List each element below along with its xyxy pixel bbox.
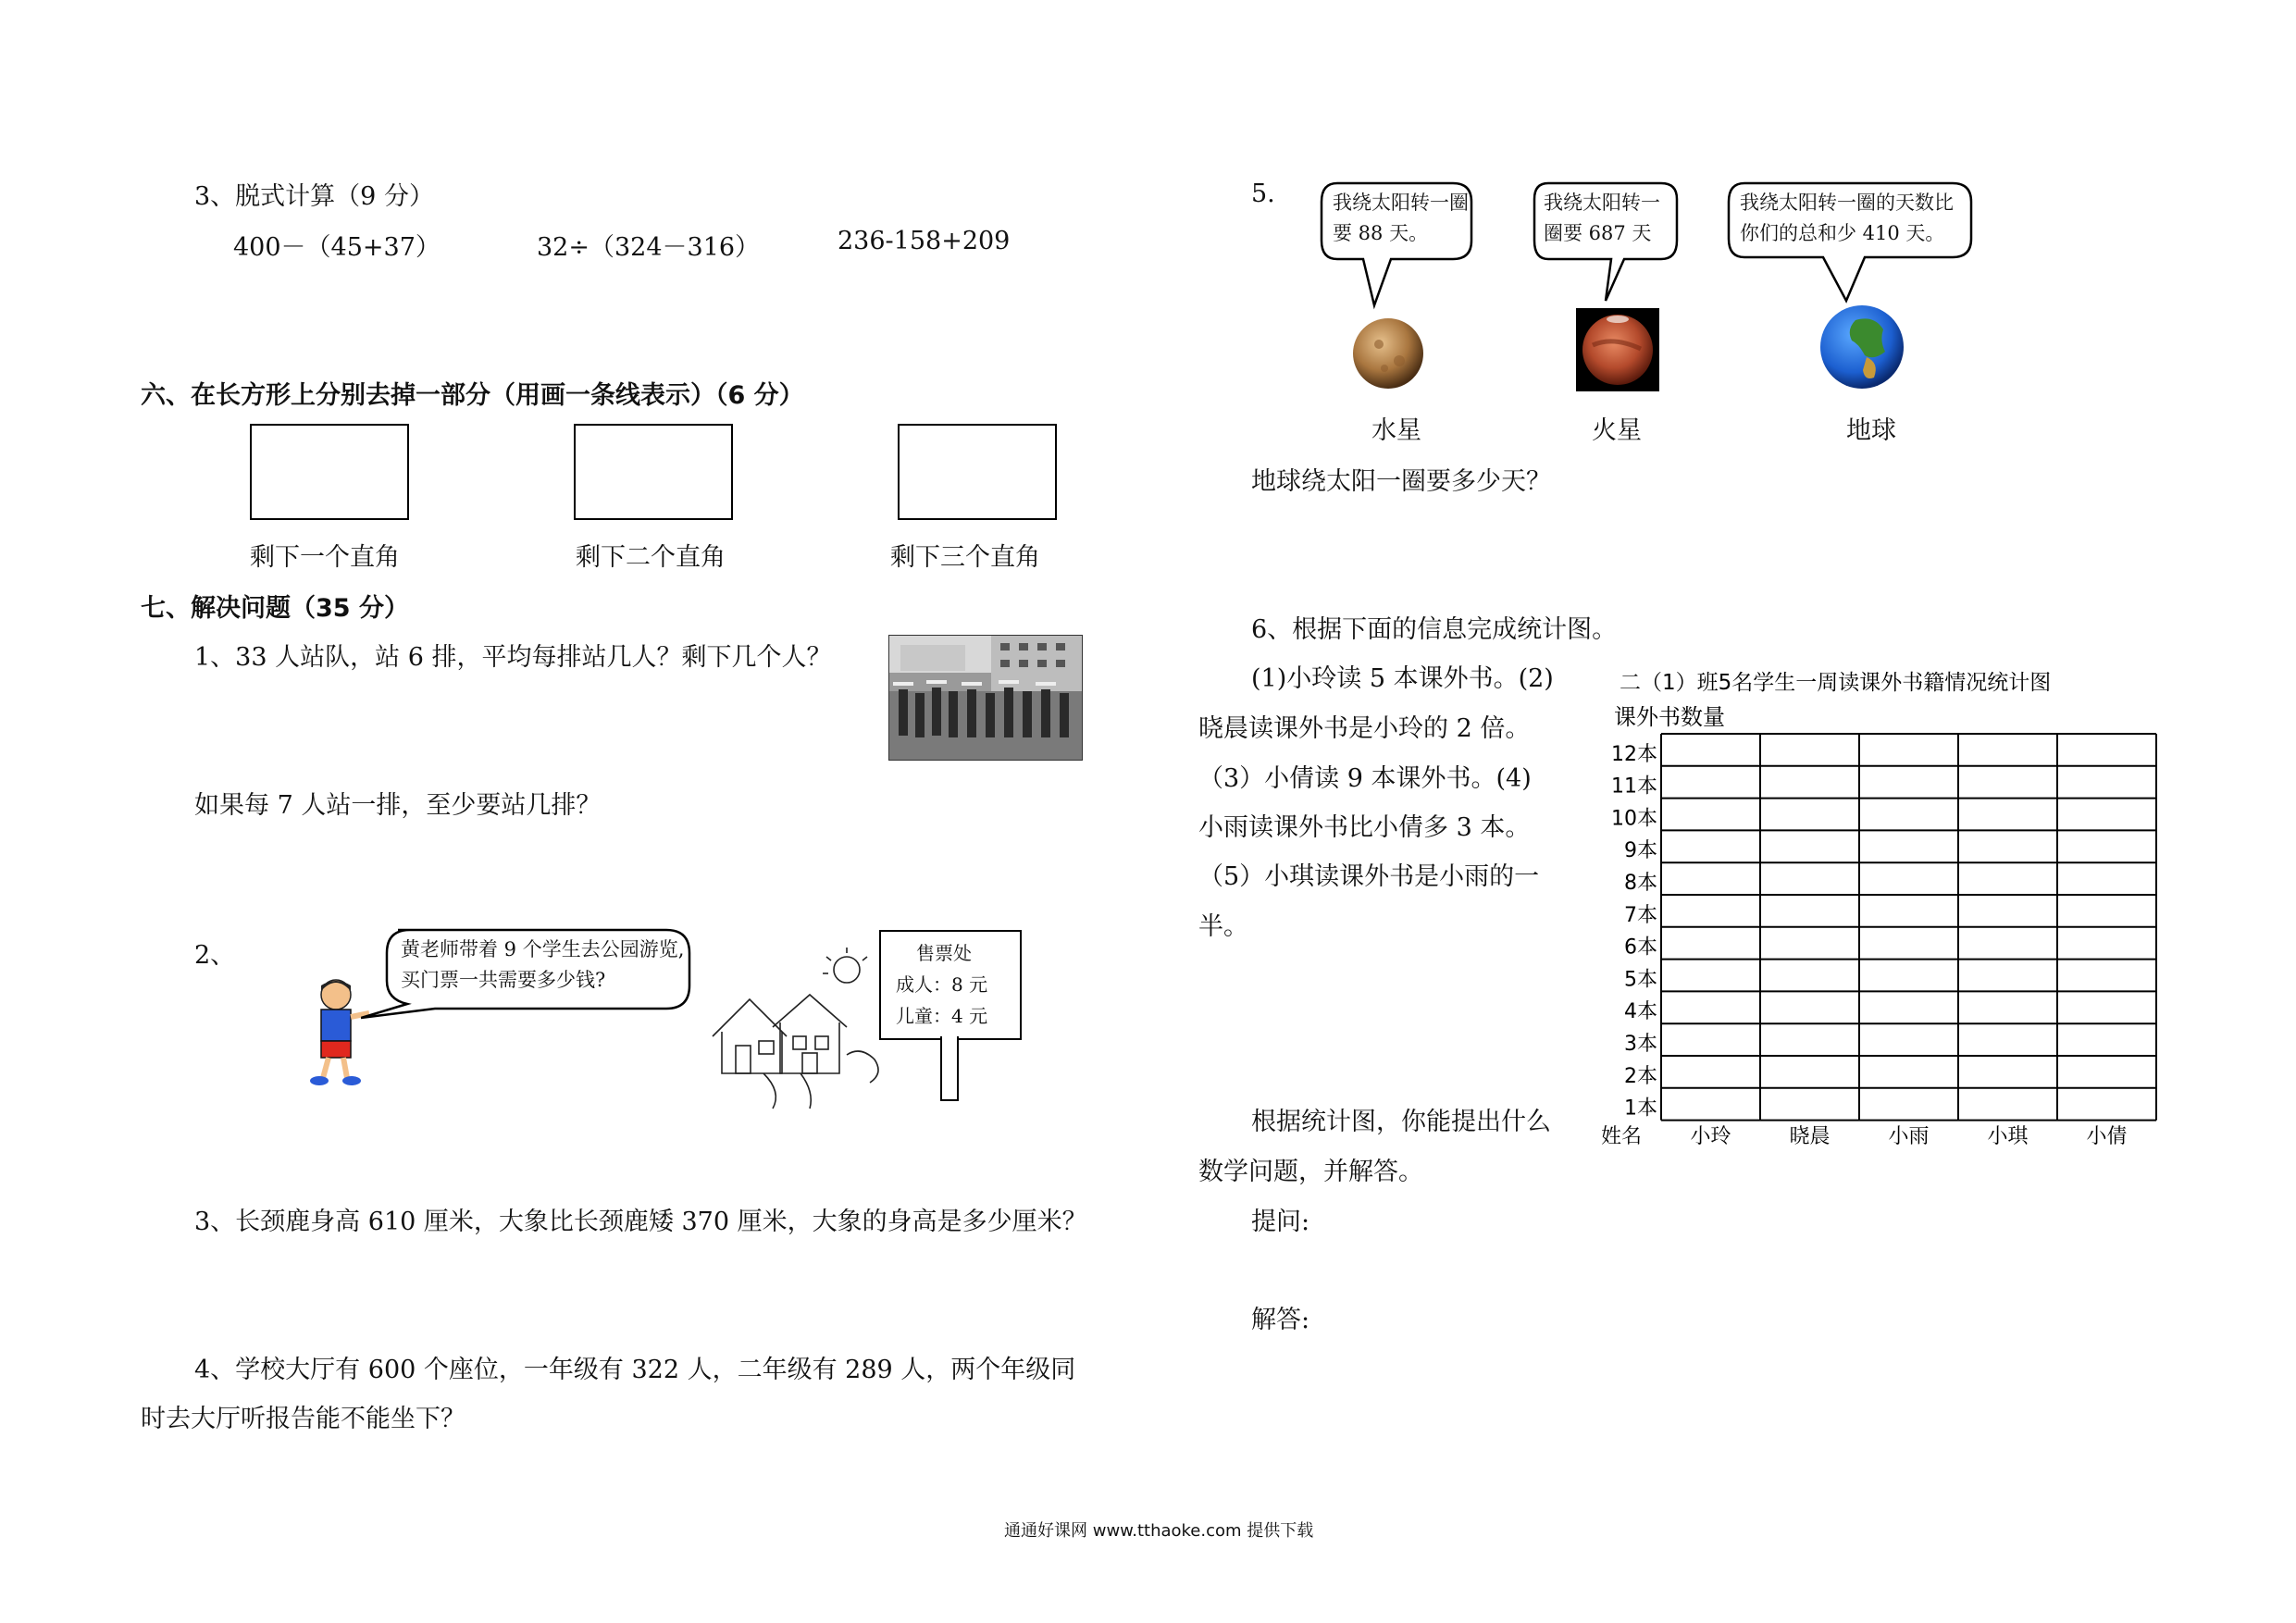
earth-label: 地球 [1846, 416, 1896, 445]
earth-bubble-text: 我绕太阳转一圈的天数比你们的总和少 410 天。 [1740, 192, 1954, 244]
earth-icon [1818, 304, 1906, 391]
chart-y-tick-label: 7本 [1624, 903, 1657, 927]
students-photo [888, 635, 1083, 761]
chart-category-label: 小倩 [2086, 1125, 2128, 1148]
mercury-label: 水星 [1371, 416, 1421, 445]
chart-y-tick-label: 9本 [1624, 839, 1657, 863]
q3-expr-1: 400－（45+37） [233, 233, 441, 262]
q3-title: 3、脱式计算（9 分） [194, 182, 434, 211]
ask-label: 提问: [1251, 1208, 1310, 1236]
answer-label: 解答: [1251, 1306, 1310, 1334]
q5-question: 地球绕太阳一圈要多少天？ [1251, 467, 1551, 496]
q6-line-4: 小雨读课外书比小倩多 3 本。 [1198, 813, 1531, 842]
chart-title: 二（1）班5名学生一周读课外书籍情况统计图 [1620, 671, 2052, 695]
q6-line-1: (1)小玲读 5 本课外书。(2) [1251, 664, 1554, 693]
chart-category-label: 小雨 [1888, 1125, 1930, 1148]
chart-y-tick-label: 8本 [1624, 872, 1657, 895]
problem-1-part-2: 如果每 7 人站一排，至少要站几排？ [194, 791, 602, 820]
mars-label: 火星 [1592, 416, 1642, 445]
chart-y-tick-label: 12本 [1611, 742, 1657, 766]
chart-y-tick-label: 4本 [1624, 1000, 1657, 1024]
chart-y-tick-label: 10本 [1611, 807, 1657, 831]
problem-4-line-2: 时去大厅听报告能不能坐下？ [141, 1405, 465, 1433]
q6-line-6: 半。 [1198, 912, 1248, 941]
section-7-title: 七、解决问题（35 分） [141, 594, 409, 623]
chart-category-label: 小玲 [1690, 1125, 1731, 1148]
mercury-icon [1351, 316, 1425, 390]
q5-number: 5. [1251, 180, 1275, 208]
q3-expr-3: 236-158+209 [838, 227, 1011, 255]
chart-ylabel: 课外书数量 [1614, 704, 1725, 730]
chart-y-tick-label: 5本 [1624, 968, 1657, 992]
q6-line-3: （3）小倩读 9 本课外书。(4) [1198, 764, 1532, 793]
mars-bubble-text: 我绕太阳转一圈要 687 天 [1544, 192, 1660, 244]
chart-xlabel: 姓名 [1601, 1125, 1643, 1148]
child-figure [301, 976, 370, 1087]
chart-y-tick-label: 11本 [1611, 774, 1657, 799]
chart-y-tick-label: 1本 [1624, 1096, 1657, 1121]
mercury-bubble-text: 我绕太阳转一圈要 88 天。 [1333, 192, 1469, 244]
chart-category-label: 小琪 [1987, 1125, 2029, 1148]
q6-ask-line-2: 数学问题，并解答。 [1198, 1158, 1423, 1186]
rectangle-3-label: 剩下三个直角 [890, 543, 1040, 572]
q6-line-2: 晓晨读课外书是小玲的 2 倍。 [1198, 714, 1531, 743]
rectangle-1[interactable] [250, 424, 409, 520]
rectangle-2[interactable] [574, 424, 733, 520]
rectangle-2-label: 剩下二个直角 [576, 543, 726, 572]
problem-3: 3、长颈鹿身高 610 厘米，大象比长颈鹿矮 370 厘米，大象的身高是多少厘米？ [194, 1208, 1087, 1236]
chart-category-label: 晓晨 [1789, 1125, 1831, 1148]
chart-y-tick-label: 2本 [1624, 1064, 1657, 1088]
ticket-sign-post [940, 1036, 959, 1101]
problem-1: 1、33 人站队，站 6 排，平均每排站几人？剩下几个人？ [194, 643, 832, 672]
q6-line-5: （5）小琪读课外书是小雨的一 [1198, 862, 1540, 891]
rectangle-3[interactable] [898, 424, 1057, 520]
ticket-child-price: 儿童：4 元 [896, 1005, 988, 1027]
footer-credit: 通通好课网 www.tthaoke.com 提供下载 [1004, 1521, 1314, 1541]
q6-ask-line-1: 根据统计图，你能提出什么 [1251, 1108, 1551, 1136]
mars-icon [1576, 308, 1659, 391]
ticket-adult-price: 成人：8 元 [896, 973, 988, 996]
q3-expr-2: 32÷（324－316） [537, 233, 761, 262]
ticket-title: 售票处 [916, 942, 972, 964]
reading-statistics-chart [1592, 662, 2166, 1161]
chart-y-tick-label: 3本 [1624, 1033, 1657, 1056]
rectangle-1-label: 剩下一个直角 [250, 543, 400, 572]
q6-title: 6、根据下面的信息完成统计图。 [1251, 615, 1618, 644]
problem-2-number: 2、 [194, 941, 236, 970]
park-house-sketch [708, 944, 888, 1110]
section-6-title: 六、在长方形上分别去掉一部分（用画一条线表示）（6 分） [141, 381, 804, 410]
chart-y-tick-label: 6本 [1624, 935, 1657, 960]
problem-2-bubble-text: 黄老师带着 9 个学生去公园游览,买门票一共需要多少钱? [401, 938, 685, 991]
problem-4-line-1: 4、学校大厅有 600 个座位，一年级有 322 人，二年级有 289 人，两个年级同 [194, 1356, 1076, 1384]
